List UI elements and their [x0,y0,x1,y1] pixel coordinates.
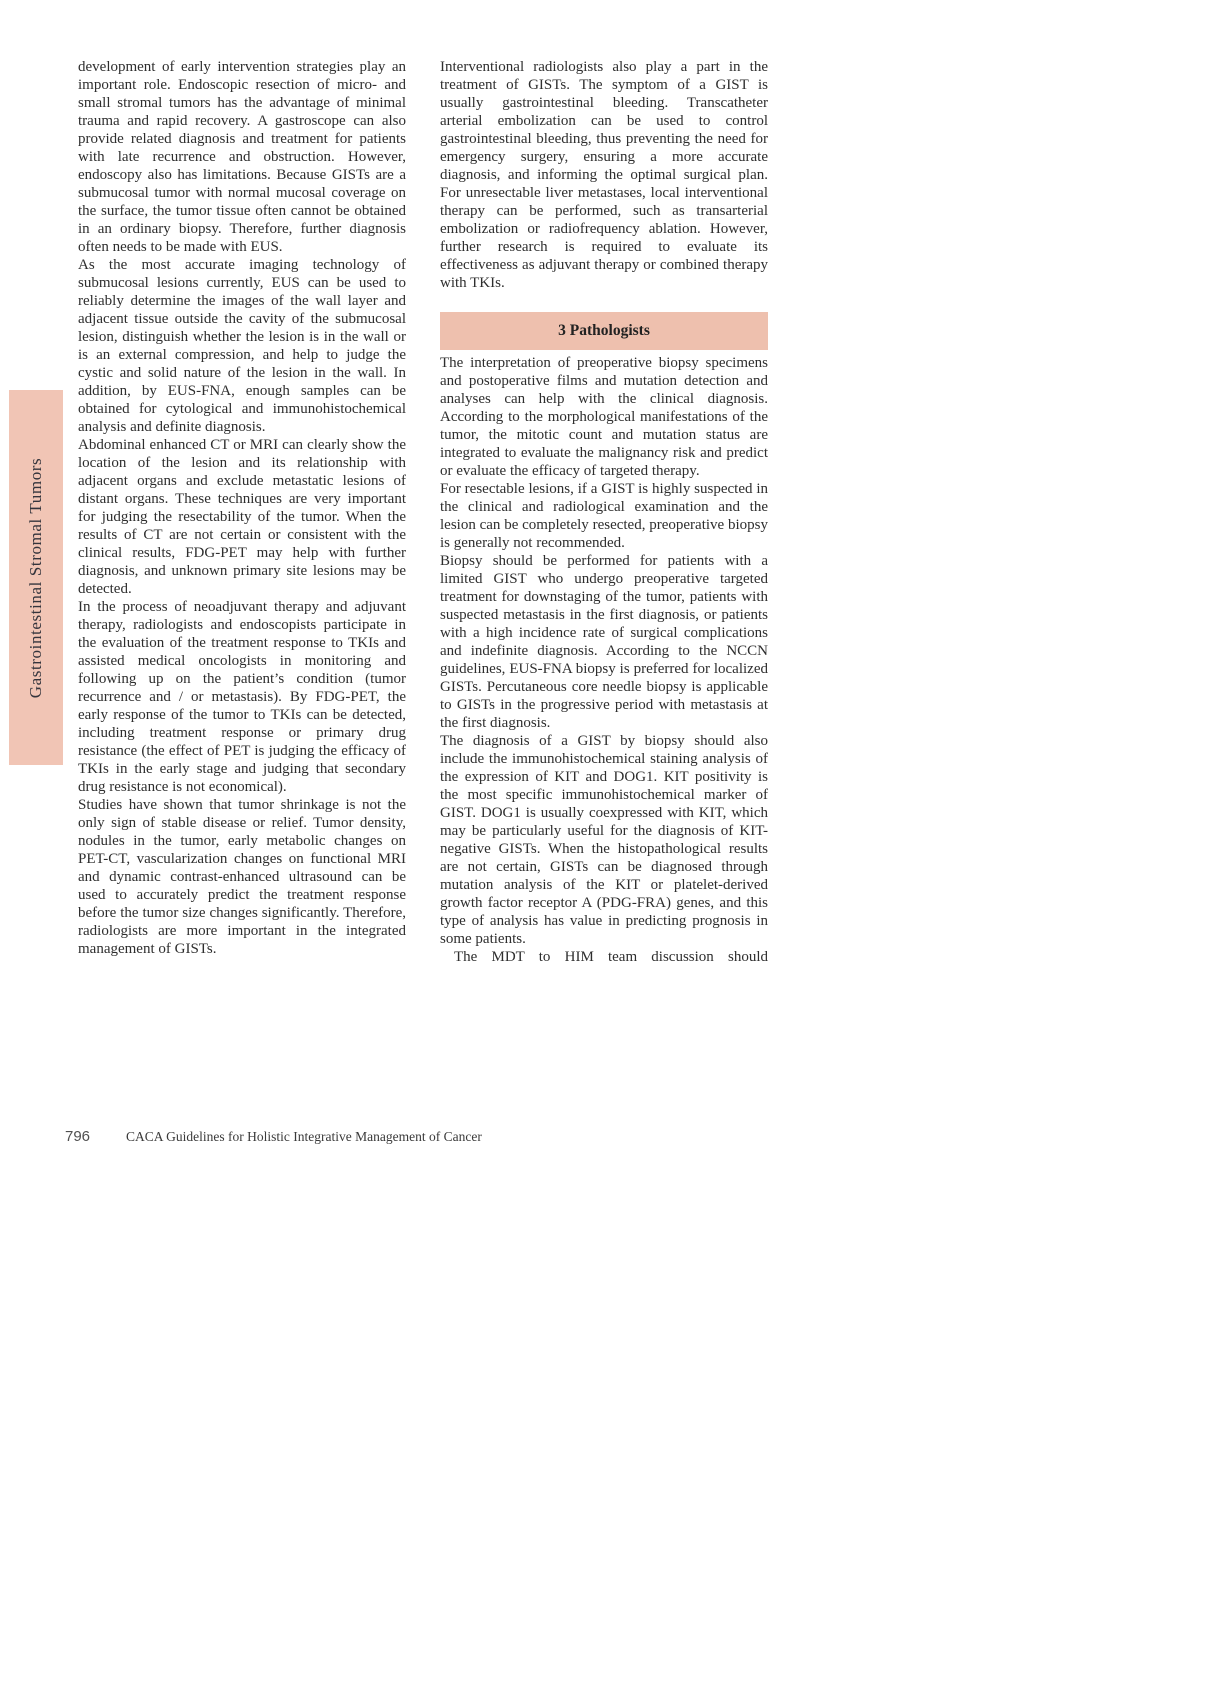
paragraph: Studies have shown that tumor shrinkage is not the only sign of stable disease or relief. Tumor density, nodules in the tumor, early metabolic changes on PET-CT, vascularization changes on functional MRI and dynamic contrast-enhanced ultrasound can be used to accurately predict the treatment response before the tumor size changes significantly. Therefore, radiologists are more important in the integrated management of GISTs. [78,797,406,957]
footer-running-title: CACA Guidelines for Holistic Integrative Management of Cancer [126,1129,482,1144]
paragraph: Abdominal enhanced CT or MRI can clearly show the location of the lesion and its relationship with adjacent organs and exclude metastatic lesions of distant organs. These techniques are very important for judging the resectability of the tumor. When the results of CT are not certain or consistent with the clinical results, FDG-PET may help with further diagnosis, and unknown primary site lesions may be detected. [78,437,406,597]
paragraph: As the most accurate imaging technology of submucosal lesions currently, EUS can be used to reliably determine the images of the wall layer and adjacent tissue outside the cavity of the submucosal lesion, distinguish whether the lesion is in the wall or is an external compression, and help to judge the cystic and solid nature of the lesion in the wall. In addition, by EUS-FNA, enough samples can be obtained for cytological and immunohistochemical analysis and definite diagnosis. [78,257,406,435]
paragraph: The diagnosis of a GIST by biopsy should also include the immunohistochemical staining analysis of the expression of KIT and DOG1. KIT positivity is the most specific immunohistochemical marker of GIST. DOG1 is usually coexpressed with KIT, which may be particularly useful for the diagnosis of KIT-negative GISTs. When the histopathological results are not certain, GISTs can be diagnosed through mutation analysis of the KIT or platelet-derived growth factor receptor A (PDG-FRA) genes, and this type of analysis has value in predicting prognosis in some patients. [440,733,768,947]
paragraph: In the process of neoadjuvant therapy and adjuvant therapy, radiologists and endoscopists participate in the evaluation of the treatment response to TKIs and assisted medical oncologists in monitoring and following up on the patient’s condition (tumor recurrence and / or metastasis). By FDG-PET, the early response of the tumor to TKIs can be detected, including treatment response or primary drug resistance (the effect of PET is judging the efficacy of TKIs in the early stage and judging that secondary drug resistance is not economical). [78,599,406,795]
right-column-paragraphs-after-header [440,354,768,966]
page-number: 796 [65,1128,91,1145]
paragraph: The interpretation of preoperative biopsy specimens and postoperative films and mutation detection and analyses can help with the clinical diagnosis. According to the morphological manifestations of the tumor, the mitotic count and mutation status are integrated to evaluate the malignancy risk and predict or evaluate the efficacy of targeted therapy. [440,355,768,479]
chapter-thumb-tab [9,390,63,765]
two-column-text [78,58,768,966]
page-footer [65,1128,482,1145]
section-header-title: 3 Pathologists [558,322,650,339]
paragraph: development of early intervention strategies play an important role. Endoscopic resection of micro- and small stromal tumors has the advantage of minimal trauma and rapid recovery. A gastroscope can also provide related diagnosis and treatment for patients with late recurrence and obstruction. However, endoscopy also has limitations. Because GISTs are a submucosal tumor with normal mucosal coverage on the surface, the tumor tissue often cannot be obtained in an ordinary biopsy. Therefore, further diagnosis often needs to be made with EUS. [78,59,406,255]
paragraph: Biopsy should be performed for patients with a limited GIST who undergo preoperative targeted treatment for downstaging of the tumor, patients with suspected metastasis in the first diagnosis, or patients with a high incidence rate of surgical complications and indefinite diagnosis. According to the NCCN guidelines, EUS-FNA biopsy is preferred for localized GISTs. Percutaneous core needle biopsy is applicable to GISTs in the progressive period with metastasis at the first diagnosis. [440,553,768,731]
right-column-paragraphs-before-header [440,58,768,292]
paragraph: For resectable lesions, if a GIST is highly suspected in the clinical and radiological examination and the lesion can be completely resected, preoperative biopsy is generally not recommended. [440,481,768,551]
paragraph: Interventional radiologists also play a part in the treatment of GISTs. The symptom of a GIST is usually gastrointestinal bleeding. Transcatheter arterial embolization can be used to control gastrointestinal bleeding, thus preventing the need for emergency surgery, ensuring a more accurate diagnosis, and informing the optimal surgical plan. For unresectable liver metastases, local interventional therapy can be performed, such as transarterial embolization or radiofrequency ablation. However, further research is required to evaluate its effectiveness as adjuvant therapy or combined therapy with TKIs. [440,59,768,291]
paragraph: The MDT to HIM team discussion should [454,949,768,965]
left-column [78,58,406,966]
right-column [440,58,768,966]
section-header-pathologists [440,312,768,350]
chapter-thumb-tab-label: Gastrointestinal Stromal Tumors [26,457,45,698]
